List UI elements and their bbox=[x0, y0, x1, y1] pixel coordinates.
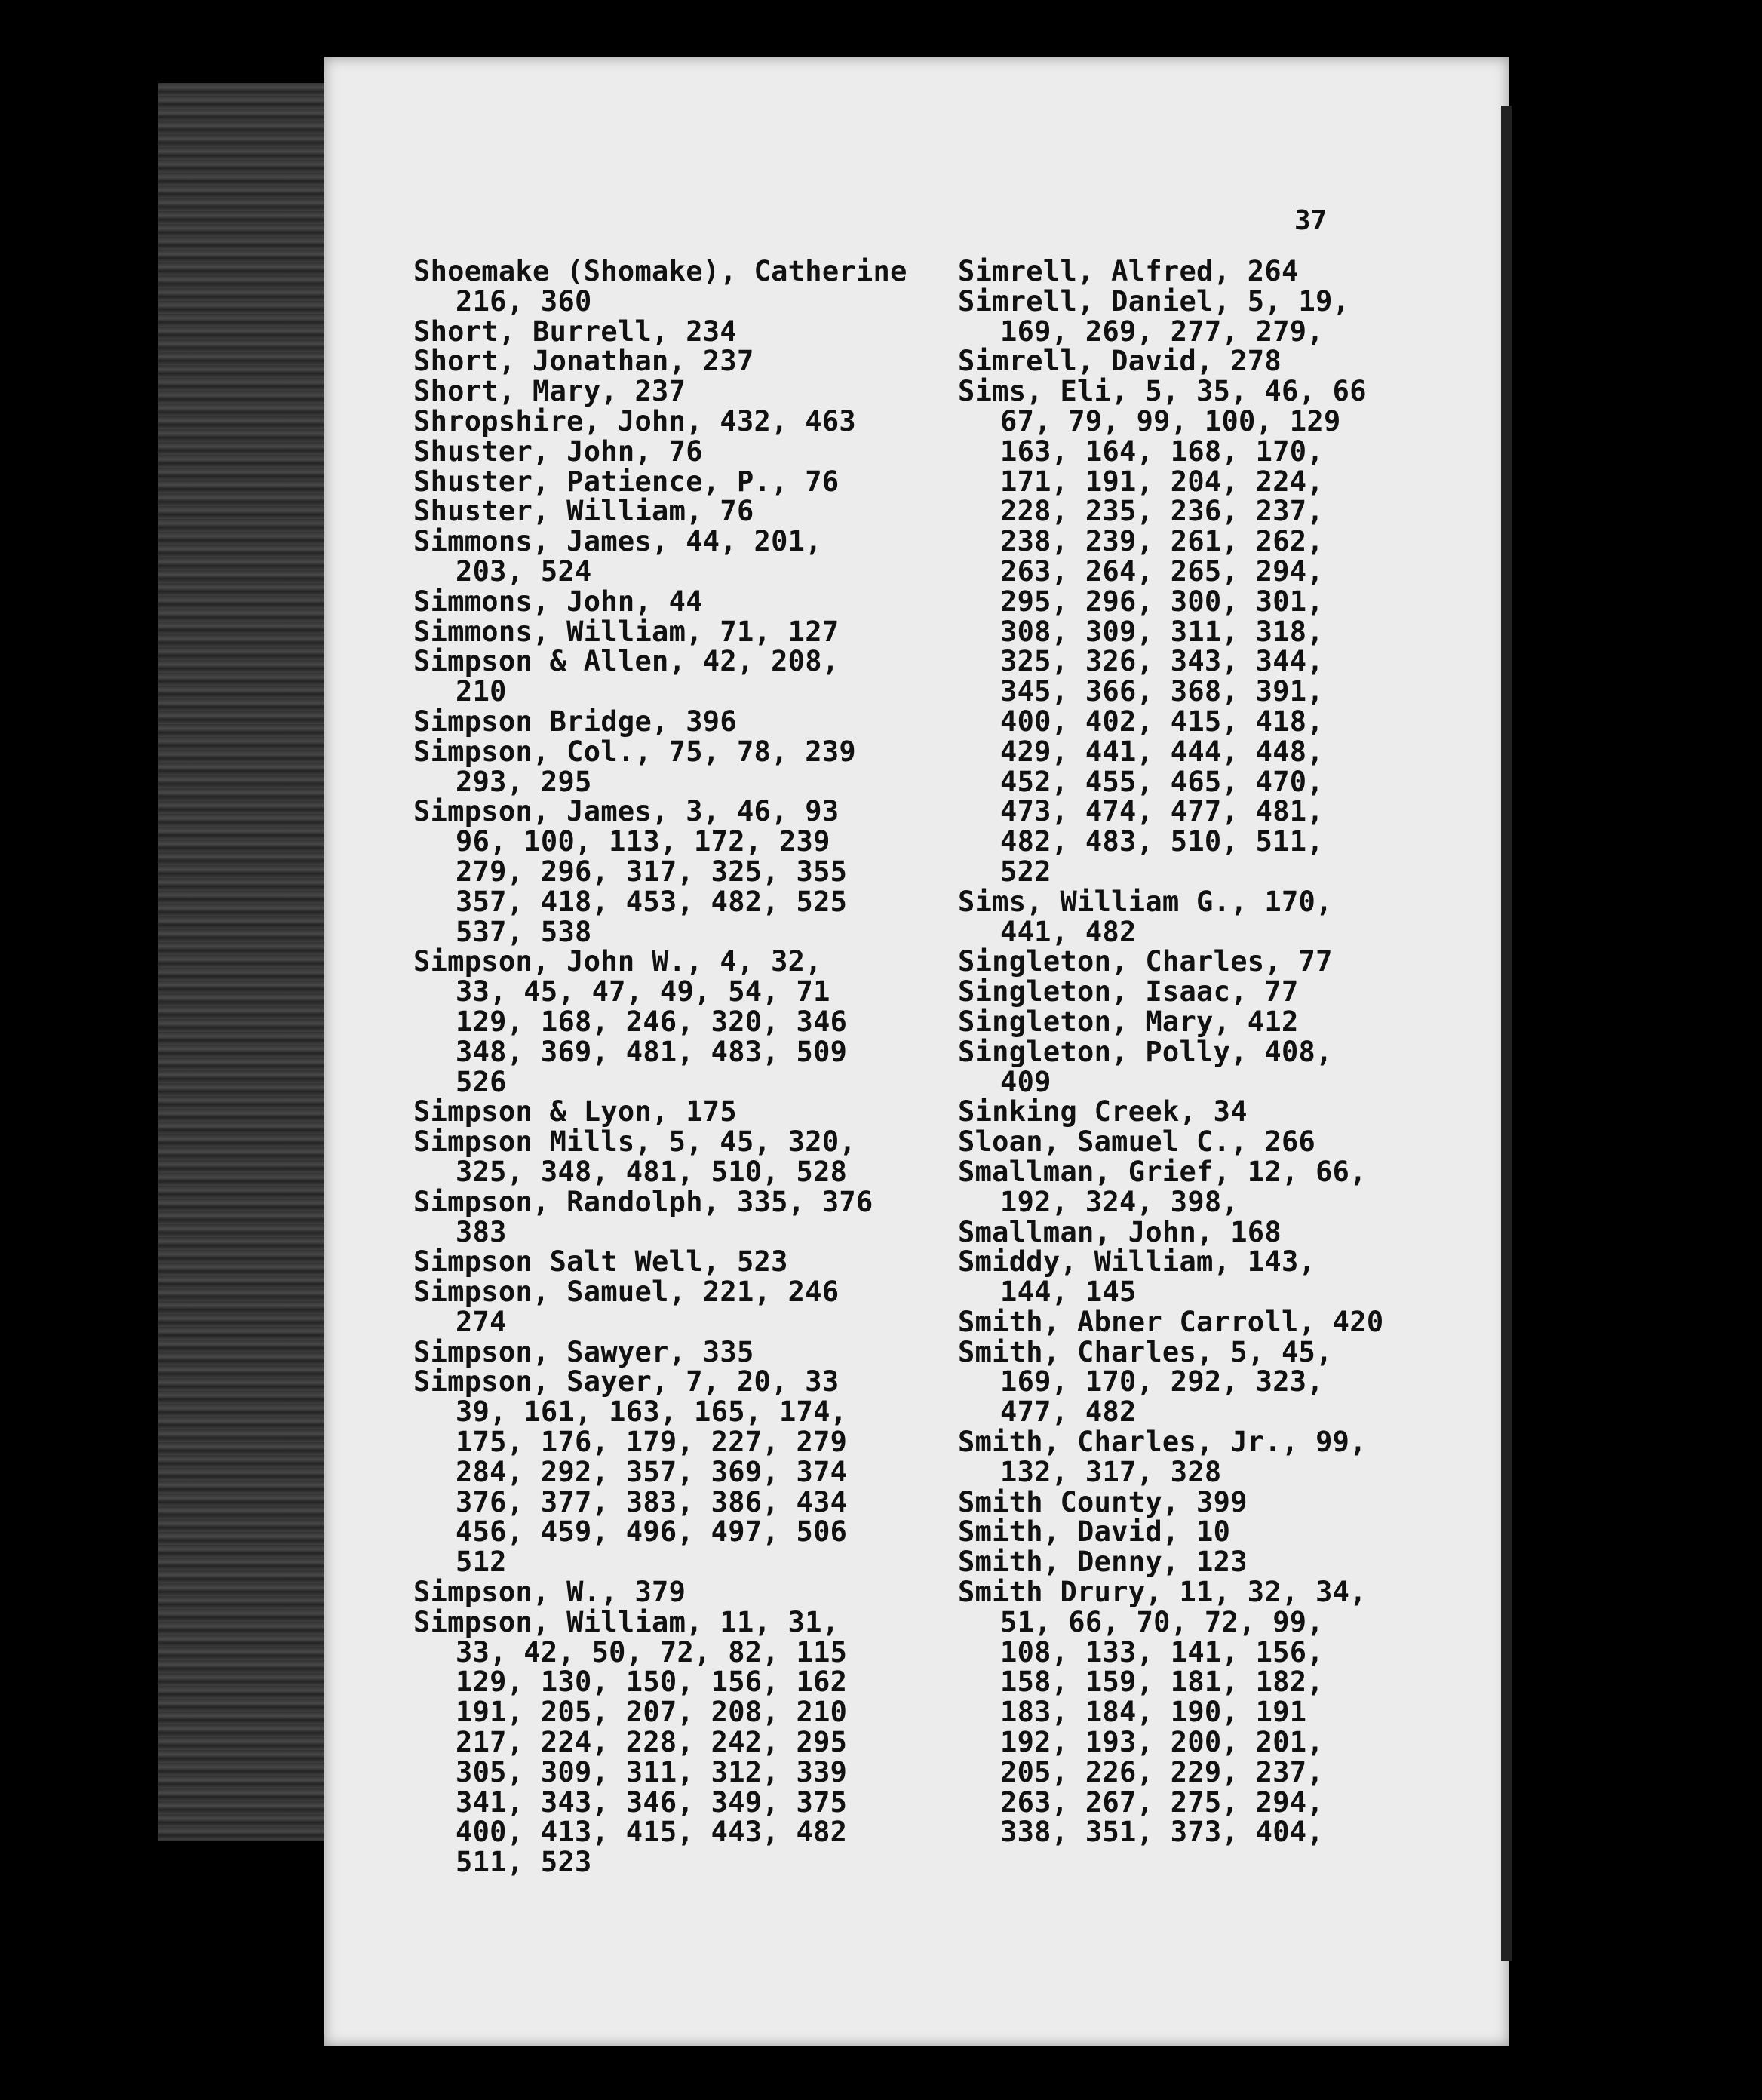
entry-heading-line: Simpson, Sawyer, 335 bbox=[413, 1335, 754, 1368]
entry-heading-line: Simpson, William, 11, 31, bbox=[413, 1605, 840, 1638]
entry-heading-line: Simpson, John W., 4, 32, bbox=[413, 945, 822, 978]
index-entry bbox=[413, 797, 896, 947]
entry-heading-line: Smallman, Grief, 12, 66, bbox=[958, 1155, 1367, 1188]
entry-continuation-line: 348, 369, 481, 483, 509 bbox=[456, 1035, 848, 1068]
index-entry bbox=[413, 1097, 896, 1127]
entry-continuation-line: 216, 360 bbox=[456, 284, 592, 318]
entry-continuation-line: 217, 224, 228, 242, 295 bbox=[456, 1726, 848, 1759]
entry-heading-line: Shuster, John, 76 bbox=[413, 434, 703, 468]
entry-continuation-line: 183, 184, 190, 191 bbox=[1000, 1696, 1307, 1729]
index-entry bbox=[413, 1607, 896, 1877]
entry-continuation-line: 441, 482 bbox=[1000, 915, 1137, 948]
index-entry bbox=[958, 256, 1380, 287]
index-entry bbox=[413, 1127, 896, 1187]
index-entry bbox=[413, 617, 896, 647]
index-entry bbox=[958, 1007, 1380, 1037]
entry-continuation-line: 305, 309, 311, 312, 339 bbox=[456, 1755, 848, 1788]
entry-continuation-line: 33, 45, 47, 49, 54, 71 bbox=[456, 975, 830, 1009]
index-entry bbox=[958, 1305, 1384, 1338]
entry-heading-line: Shuster, William, 76 bbox=[413, 495, 754, 528]
book-binding-edge bbox=[158, 83, 332, 1841]
entry-continuation-line: 308, 309, 311, 318, bbox=[1000, 615, 1324, 648]
entry-continuation-line: 163, 164, 168, 170, bbox=[1000, 434, 1324, 468]
entry-heading-line: Shoemake (Shomake), Catherine bbox=[413, 255, 907, 287]
index-entry bbox=[413, 467, 896, 497]
index-entry bbox=[413, 404, 896, 438]
entry-continuation-line: 33, 42, 50, 72, 82, 115 bbox=[456, 1635, 848, 1669]
index-entry bbox=[958, 1127, 1380, 1157]
entry-continuation-line: 383 bbox=[456, 1215, 507, 1248]
entry-heading-line: Simpson, James, 3, 46, 93 bbox=[413, 795, 840, 828]
entry-heading-line: Singleton, Polly, 408, bbox=[958, 1035, 1333, 1068]
index-entry bbox=[413, 1187, 896, 1248]
entry-continuation-line: 376, 377, 383, 386, 434 bbox=[456, 1485, 848, 1518]
entry-heading-line: Shropshire, John, 432, 463 bbox=[413, 404, 856, 438]
entry-heading-line: Smiddy, William, 143, bbox=[958, 1245, 1316, 1279]
index-entry bbox=[958, 1157, 1380, 1217]
entry-continuation-line: 129, 130, 150, 156, 162 bbox=[456, 1666, 848, 1699]
entry-heading-line: Simrell, Alfred, 264 bbox=[958, 255, 1299, 287]
entry-continuation-line: 293, 295 bbox=[456, 765, 592, 798]
entry-continuation-line: 205, 226, 229, 237, bbox=[1000, 1755, 1324, 1788]
index-entry bbox=[958, 1217, 1380, 1248]
entry-continuation-line: 129, 168, 246, 320, 346 bbox=[456, 1005, 848, 1038]
entry-continuation-line: 456, 459, 496, 497, 506 bbox=[456, 1515, 848, 1549]
entry-continuation-line: 537, 538 bbox=[456, 915, 592, 948]
entry-continuation-line: 169, 269, 277, 279, bbox=[1000, 315, 1324, 348]
entry-continuation-line: 238, 239, 261, 262, bbox=[1000, 525, 1324, 558]
index-entry bbox=[413, 1247, 896, 1277]
entry-continuation-line: 144, 145 bbox=[1000, 1276, 1137, 1309]
entry-continuation-line: 228, 235, 236, 237, bbox=[1000, 495, 1324, 528]
index-entry bbox=[958, 1247, 1380, 1307]
entry-continuation-line: 108, 133, 141, 156, bbox=[1000, 1635, 1324, 1669]
entry-heading-line: Smith, Abner Carroll, 420 bbox=[958, 1305, 1384, 1338]
entry-continuation-line: 429, 441, 444, 448, bbox=[1000, 735, 1324, 768]
entry-continuation-line: 409 bbox=[1000, 1065, 1051, 1098]
index-entry bbox=[413, 1277, 896, 1337]
entry-continuation-line: 175, 176, 179, 227, 279 bbox=[456, 1426, 848, 1459]
entry-heading-line: Sinking Creek, 34 bbox=[958, 1095, 1248, 1128]
entry-continuation-line: 526 bbox=[456, 1065, 507, 1098]
entry-heading-line: Simrell, David, 278 bbox=[958, 345, 1282, 378]
entry-continuation-line: 338, 351, 373, 404, bbox=[1000, 1816, 1324, 1849]
entry-continuation-line: 39, 161, 163, 165, 174, bbox=[456, 1395, 848, 1429]
index-entry bbox=[413, 317, 896, 347]
entry-continuation-line: 67, 79, 99, 100, 129 bbox=[1000, 404, 1341, 438]
entry-heading-line: Shuster, Patience, P., 76 bbox=[413, 465, 840, 498]
index-entry bbox=[958, 947, 1380, 977]
entry-heading-line: Simpson & Lyon, 175 bbox=[413, 1095, 737, 1128]
entry-continuation-line: 295, 296, 300, 301, bbox=[1000, 585, 1324, 618]
entry-heading-line: Simpson, Samuel, 221, 246 bbox=[413, 1276, 840, 1309]
index-entry bbox=[413, 737, 896, 797]
entry-continuation-line: 511, 523 bbox=[456, 1846, 592, 1879]
entry-heading-line: Simpson, Sayer, 7, 20, 33 bbox=[413, 1365, 840, 1398]
index-entry bbox=[413, 376, 896, 407]
entry-heading-line: Simpson, Randolph, 335, 376 bbox=[413, 1185, 873, 1218]
entry-heading-line: Simpson, W., 379 bbox=[413, 1576, 686, 1609]
entry-heading-line: Simmons, William, 71, 127 bbox=[413, 615, 840, 648]
entry-continuation-line: 132, 317, 328 bbox=[1000, 1455, 1222, 1488]
entry-heading-line: Smith, Charles, 5, 45, bbox=[958, 1335, 1333, 1368]
entry-heading-line: Short, Mary, 237 bbox=[413, 375, 686, 408]
entry-continuation-line: 341, 343, 346, 349, 375 bbox=[456, 1785, 848, 1819]
index-entry bbox=[958, 1517, 1380, 1547]
entry-continuation-line: 452, 455, 465, 470, bbox=[1000, 765, 1324, 798]
entry-heading-line: Short, Jonathan, 237 bbox=[413, 345, 754, 378]
index-entry bbox=[958, 1547, 1380, 1577]
index-entry bbox=[413, 707, 896, 737]
entry-continuation-line: 192, 193, 200, 201, bbox=[1000, 1726, 1324, 1759]
index-entry bbox=[958, 1577, 1380, 1847]
entry-heading-line: Singleton, Isaac, 77 bbox=[958, 975, 1299, 1009]
entry-continuation-line: 325, 326, 343, 344, bbox=[1000, 645, 1324, 678]
index-entry bbox=[958, 1097, 1380, 1127]
entry-heading-line: Simpson Mills, 5, 45, 320, bbox=[413, 1125, 856, 1159]
index-entry bbox=[958, 1427, 1380, 1488]
entry-continuation-line: 263, 264, 265, 294, bbox=[1000, 554, 1324, 588]
page-edge bbox=[1501, 106, 1512, 1961]
index-entry bbox=[413, 1577, 896, 1607]
entry-heading-line: Simpson Salt Well, 523 bbox=[413, 1245, 788, 1279]
entry-continuation-line: 169, 170, 292, 323, bbox=[1000, 1365, 1324, 1398]
entry-continuation-line: 203, 524 bbox=[456, 554, 592, 588]
entry-continuation-line: 345, 366, 368, 391, bbox=[1000, 675, 1324, 708]
index-column-left bbox=[413, 255, 907, 1879]
entry-heading-line: Sims, William G., 170, bbox=[958, 885, 1333, 918]
entry-continuation-line: 210 bbox=[456, 675, 507, 708]
entry-continuation-line: 522 bbox=[1000, 855, 1051, 888]
entry-heading-line: Simpson & Allen, 42, 208, bbox=[413, 645, 840, 678]
entry-continuation-line: 482, 483, 510, 511, bbox=[1000, 825, 1324, 858]
entry-heading-line: Simpson, Col., 75, 78, 239 bbox=[413, 735, 856, 768]
index-entry bbox=[413, 947, 896, 1097]
entry-continuation-line: 158, 159, 181, 182, bbox=[1000, 1666, 1324, 1699]
page-number: 37 bbox=[1294, 205, 1328, 236]
index-entry bbox=[413, 434, 896, 468]
entry-continuation-line: 477, 482 bbox=[1000, 1395, 1137, 1429]
index-entry bbox=[958, 887, 1380, 947]
entry-continuation-line: 274 bbox=[456, 1305, 507, 1338]
index-entry bbox=[413, 496, 896, 527]
index-entry bbox=[413, 1337, 896, 1368]
entry-heading-line: Short, Burrell, 234 bbox=[413, 315, 737, 348]
index-entry bbox=[958, 346, 1380, 376]
entry-continuation-line: 51, 66, 70, 72, 99, bbox=[1000, 1605, 1324, 1638]
entry-continuation-line: 400, 413, 415, 443, 482 bbox=[456, 1816, 848, 1849]
entry-continuation-line: 192, 324, 398, bbox=[1000, 1185, 1239, 1218]
entry-continuation-line: 171, 191, 204, 224, bbox=[1000, 465, 1324, 498]
entry-continuation-line: 279, 296, 317, 325, 355 bbox=[456, 855, 848, 888]
index-entry bbox=[413, 527, 896, 587]
entry-heading-line: Simmons, John, 44 bbox=[413, 585, 703, 618]
index-entry bbox=[413, 1367, 896, 1577]
entry-heading-line: Smith, Charles, Jr., 99, bbox=[958, 1426, 1367, 1459]
index-entry bbox=[958, 1037, 1380, 1098]
index-entry bbox=[413, 255, 907, 318]
index-column-right bbox=[958, 255, 1384, 1849]
entry-heading-line: Simrell, Daniel, 5, 19, bbox=[958, 284, 1350, 318]
entry-continuation-line: 473, 474, 477, 481, bbox=[1000, 795, 1324, 828]
entry-heading-line: Smith, Denny, 123 bbox=[958, 1546, 1248, 1579]
entry-heading-line: Simmons, James, 44, 201, bbox=[413, 525, 822, 558]
entry-heading-line: Sims, Eli, 5, 35, 46, 66 bbox=[958, 375, 1367, 408]
entry-heading-line: Smith Drury, 11, 32, 34, bbox=[958, 1576, 1367, 1609]
entry-heading-line: Singleton, Charles, 77 bbox=[958, 945, 1333, 978]
index-entry bbox=[958, 1485, 1380, 1518]
index-entry bbox=[413, 346, 896, 376]
index-entry bbox=[958, 284, 1380, 348]
index-entry bbox=[958, 1337, 1380, 1427]
entry-heading-line: Simpson Bridge, 396 bbox=[413, 705, 737, 738]
index-entry bbox=[958, 977, 1380, 1007]
entry-continuation-line: 191, 205, 207, 208, 210 bbox=[456, 1696, 848, 1729]
entry-continuation-line: 263, 267, 275, 294, bbox=[1000, 1785, 1324, 1819]
index-entry bbox=[413, 646, 896, 707]
entry-continuation-line: 325, 348, 481, 510, 528 bbox=[456, 1155, 848, 1188]
entry-heading-line: Singleton, Mary, 412 bbox=[958, 1005, 1299, 1038]
entry-continuation-line: 284, 292, 357, 369, 374 bbox=[456, 1455, 848, 1488]
entry-heading-line: Smith County, 399 bbox=[958, 1485, 1248, 1518]
index-entry bbox=[413, 587, 896, 617]
entry-heading-line: Smallman, John, 168 bbox=[958, 1215, 1282, 1248]
index-entry bbox=[958, 376, 1380, 887]
entry-continuation-line: 512 bbox=[456, 1546, 507, 1579]
entry-continuation-line: 96, 100, 113, 172, 239 bbox=[456, 825, 830, 858]
entry-continuation-line: 357, 418, 453, 482, 525 bbox=[456, 885, 848, 918]
entry-heading-line: Smith, David, 10 bbox=[958, 1515, 1231, 1549]
entry-heading-line: Sloan, Samuel C., 266 bbox=[958, 1125, 1316, 1159]
entry-continuation-line: 400, 402, 415, 418, bbox=[1000, 705, 1324, 738]
